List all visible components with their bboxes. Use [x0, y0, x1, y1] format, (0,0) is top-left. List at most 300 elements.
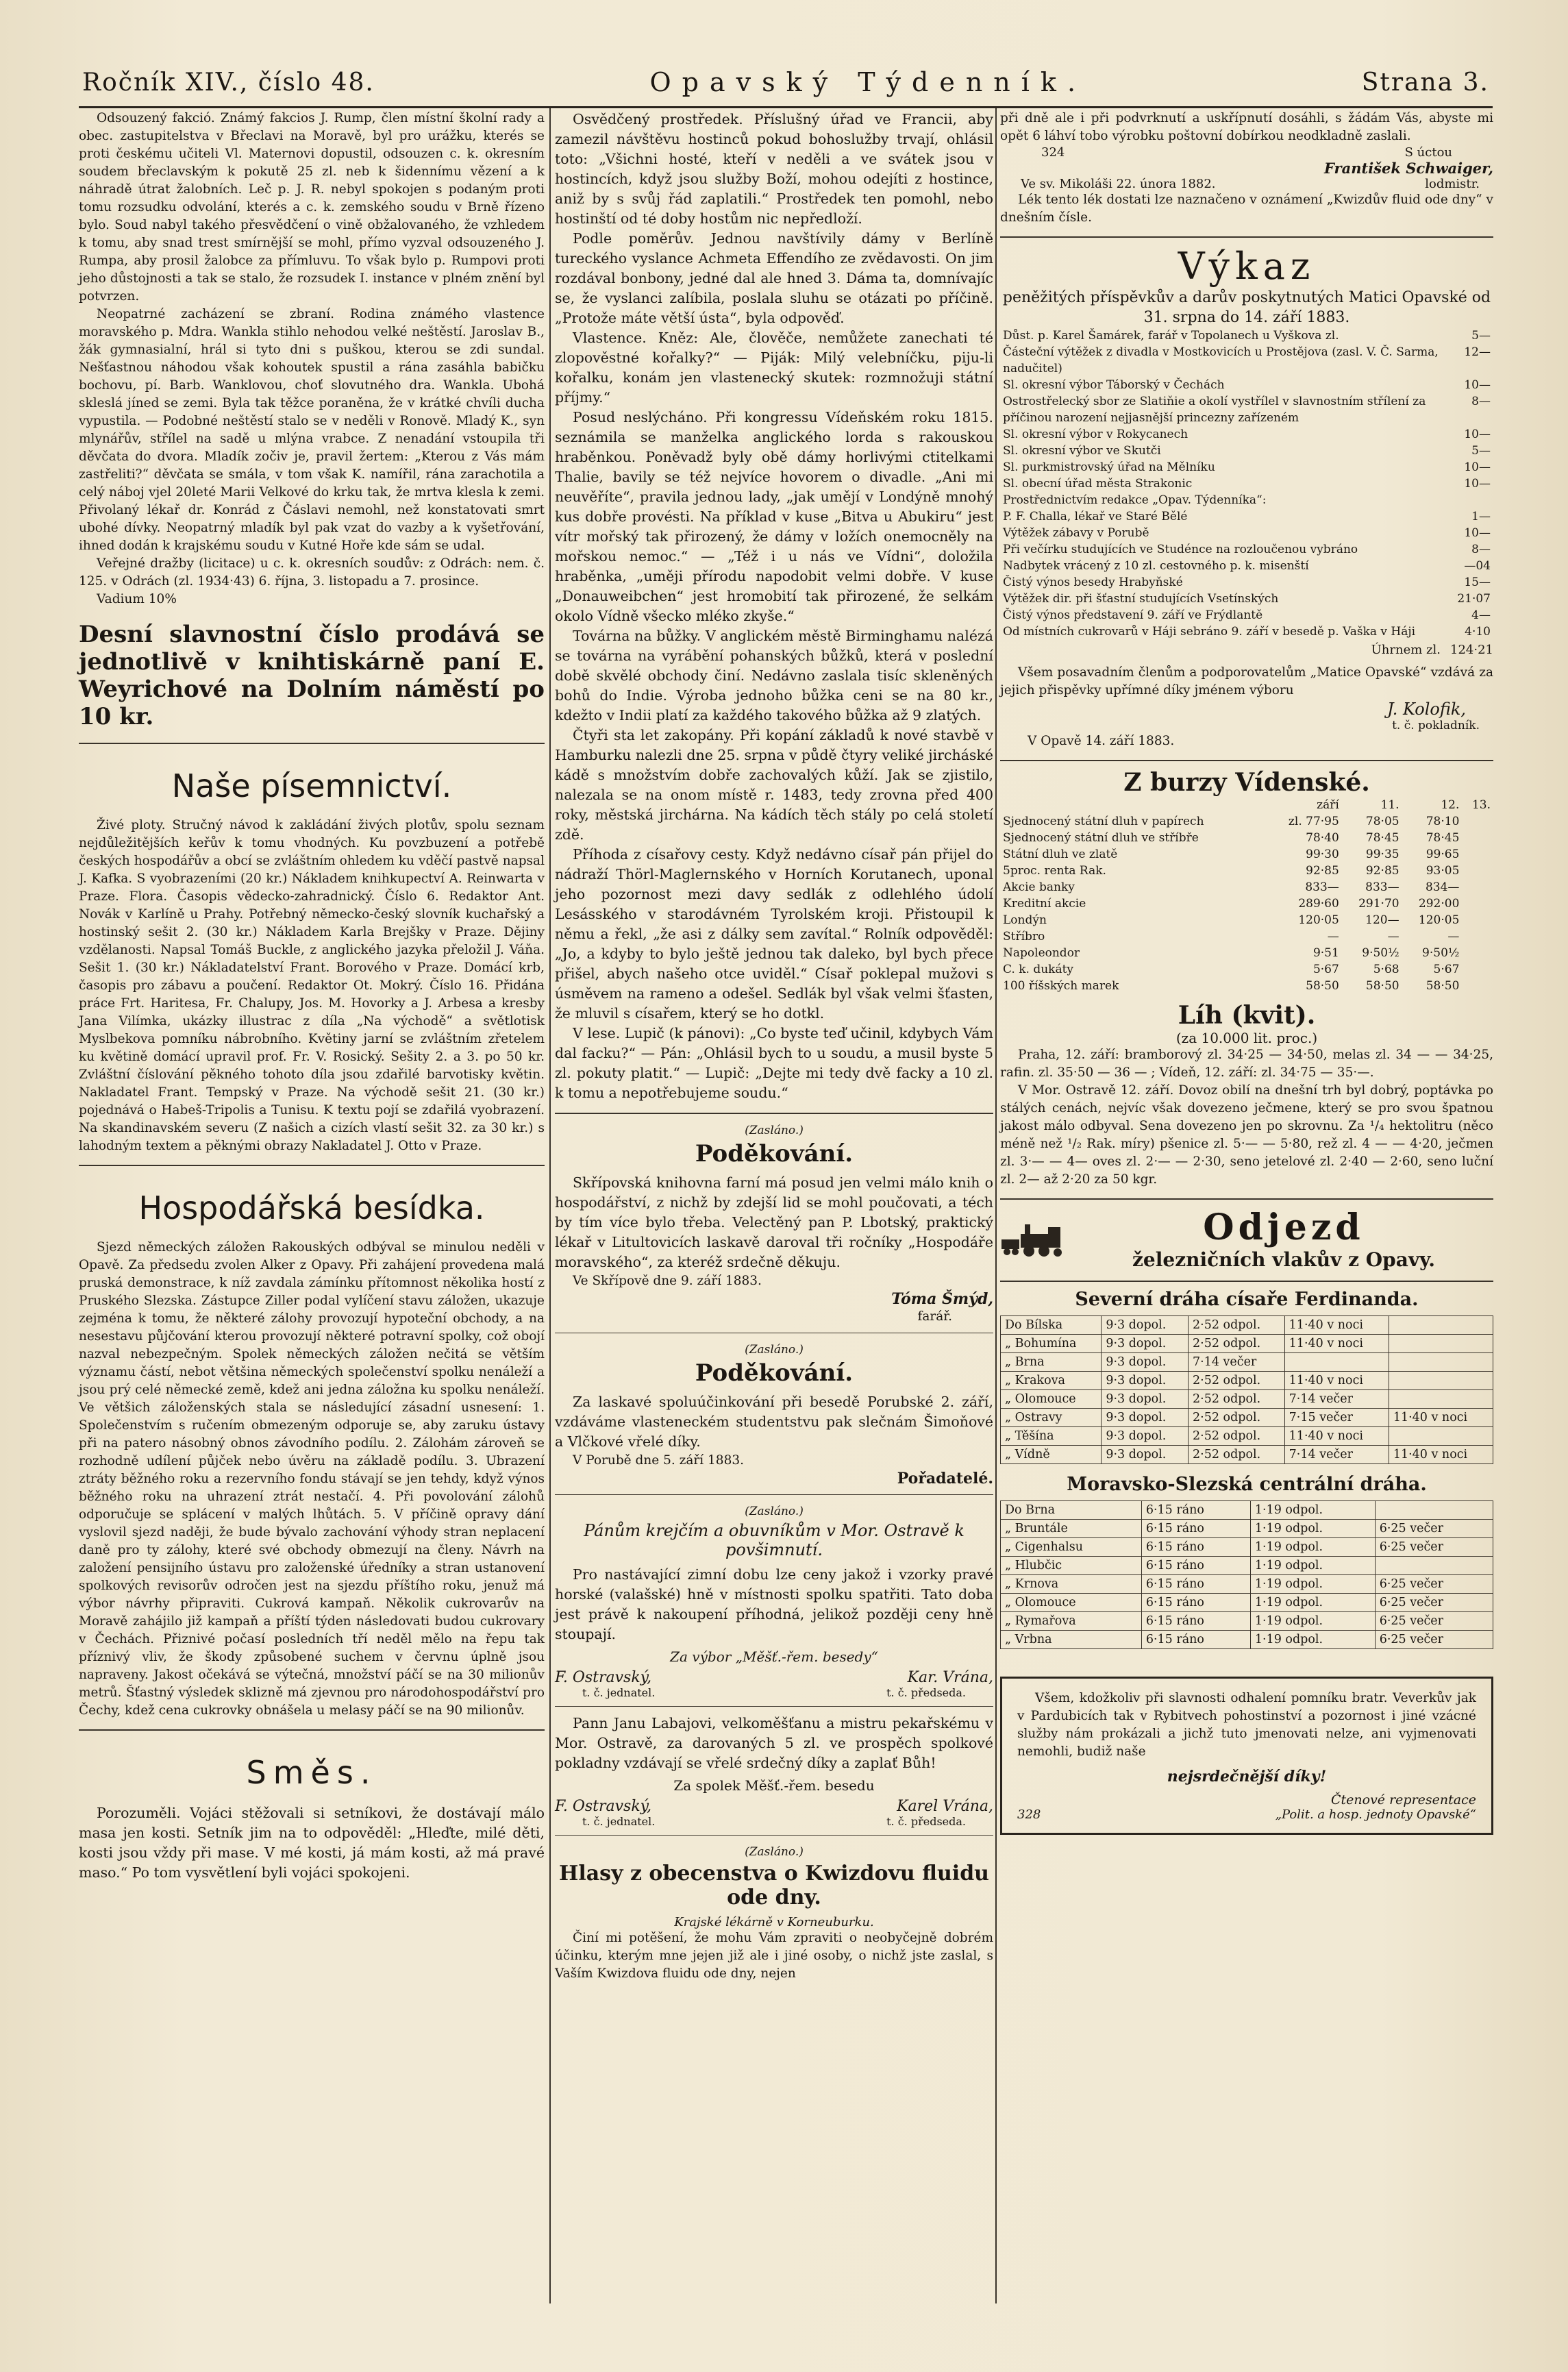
destination: „ Krakova [1001, 1372, 1102, 1390]
vykaz-item: Důst. p. Karel Šamárek, farář v Topolanech u Vyškova zl. [1003, 329, 1339, 343]
section-title-pisemnictvi: Naše písemnictví. [171, 767, 452, 804]
signatures [555, 1798, 993, 1815]
table-row [1000, 961, 1493, 978]
vykaz-item: Sl. okresní výbor ve Skutči [1003, 444, 1161, 458]
departure-time: 7·15 večer [1284, 1409, 1389, 1427]
destination: „ Hlubčic [1001, 1557, 1142, 1575]
destination: „ Bohumína [1001, 1335, 1102, 1353]
departure-time: 1·19 odpol. [1250, 1612, 1375, 1631]
notice-title: Pánům krejčím a obuvníkům v Mor. Ostravě k povšimnutí. [584, 1521, 965, 1559]
letter-greeting: S úctou [1404, 145, 1452, 160]
newspaper-title: Opavský Týdenník. [649, 67, 1087, 97]
destination: „ Těšína [1001, 1427, 1102, 1446]
departure-time: 1·19 odpol. [1250, 1501, 1375, 1520]
table-row [1000, 895, 1493, 912]
departure-time: 9·3 dopol. [1102, 1353, 1189, 1372]
signature-roles [555, 1686, 993, 1699]
burza-value: 5·68 [1373, 963, 1399, 976]
vykaz-item: Sl. obecní úřad města Strakonic [1003, 477, 1193, 491]
burza-value: 5·67 [1312, 963, 1339, 976]
thanks-signature-role: farář. [917, 1309, 952, 1324]
vykaz-value: 4— [1471, 608, 1491, 622]
letter-signature: František Schwaiger, [1324, 160, 1493, 177]
vykaz-value: 10— [1464, 428, 1491, 441]
burza-item: Státní dluh ve zlatě [1003, 848, 1118, 861]
departure-time: 9·3 dopol. [1102, 1372, 1189, 1390]
departure-time: 2·52 odpol. [1189, 1390, 1285, 1409]
burza-value: 78·45 [1426, 831, 1460, 845]
divider [1000, 1281, 1493, 1282]
vykaz-value: 15— [1464, 576, 1491, 589]
timetable-row [1001, 1335, 1493, 1353]
column-divider [995, 108, 997, 2303]
table-row [1000, 475, 1493, 492]
article-podle-pomeru: Podle poměrův. Jednou navštívily dámy v Berlíně tureckého vyslance Achmeta Effendího ze zvědavosti. On jim rozdával bonbony, jedné dal ale hned 3. Dáma ta, domnívajíc se, že vyslanci zalíbila, poslala sluhu se otázati po příčině. „Protože máte větší ústa“, byla odpověď. [555, 230, 993, 326]
timetable-row [1001, 1316, 1493, 1335]
burza-value: 78·45 [1365, 831, 1399, 845]
departure-time: 1·19 odpol. [1250, 1520, 1375, 1538]
departure-time: 6·25 večer [1375, 1520, 1493, 1538]
departure-time [1375, 1501, 1493, 1520]
thanks-text: Skřípovská knihovna farní má posud jen velmi málo knih o hospodářství, z nichž by zdejší lid se mohl poučovati, a téch by tím více bylo třeba. Velectěný pan P. Lbotský, praktický lékař v Litultovicích laskavě daroval tři ročníky „Hospodáře moravského“, za kteréž srdečně děkuju. [555, 1174, 993, 1270]
burza-value: 78·10 [1426, 815, 1460, 828]
vykaz-value: 8— [1471, 543, 1491, 556]
table-row [1000, 541, 1493, 558]
divider [79, 743, 545, 744]
timetable-row [1001, 1353, 1493, 1372]
divider [79, 1729, 545, 1731]
divider [1000, 236, 1493, 238]
thanks-place: V Porubě dne 5. září 1883. [573, 1453, 745, 1468]
notice-text: Pro nastávající zimní dobu lze ceny jakož i vzorky pravé horské (valašské) hně v místnosti spolku spatřiti. Tato doba jest právě k nakoupení příhodná, jelikož později ceny hně stoupají. [555, 1566, 993, 1642]
burza-value: 92·85 [1306, 864, 1339, 878]
departure-time: 1·19 odpol. [1250, 1557, 1375, 1575]
timetable-row [1001, 1631, 1493, 1649]
table-row [1000, 846, 1493, 863]
departure-time [1389, 1427, 1493, 1446]
vykaz-value: 10— [1464, 526, 1491, 540]
destination: „ Vídně [1001, 1446, 1102, 1464]
burza-value: — [1387, 930, 1399, 943]
article-porozumeli: Porozuměli. Vojáci stěžovali si setníkovi, že dostávají málo masa jen kosti. Setník jim na to odpověděl: „Hleďte, milé děti, kosti jsou vždy při mase. V mé kosti, já mám kosti, až má pravé maso.“ Po tom vysvětlení byli vojáci spokojeni. [79, 1805, 545, 1881]
burza-item: Sjednocený státní dluh ve stříbře [1003, 831, 1199, 845]
burza-value: 93·05 [1426, 864, 1460, 878]
burza-value: 9·50½ [1362, 946, 1399, 960]
table-row [1000, 393, 1493, 426]
letter-note: Lék tento lék dostati lze naznačeno v oznámení „Kwizdův fluid ode dny“ v dnešním čísle. [1000, 193, 1493, 225]
burza-header-cell: 12. [1441, 798, 1460, 812]
vykaz-item: Výtěžek dir. při šťastní studujících Vsetínských [1003, 592, 1279, 606]
departure-time: 1·19 odpol. [1250, 1631, 1375, 1649]
signature-2: Kar. Vrána, [907, 1669, 993, 1686]
burza-value: 99·35 [1365, 848, 1399, 861]
departure-time: 6·15 ráno [1141, 1594, 1250, 1612]
signature-1: F. Ostravský, [555, 1669, 652, 1686]
article-v-lese: V lese. Lupič (k pánovi): „Co byste teď učinil, kdybych Vám dal facku?“ — Pán: „Ohlásil bych to u soudu, a musil byste 5 zl. pokuty platit.“ — Lupič: „Dejte mi tedy dvě facky a 10 zl. k tomu a nepotřebujeme soudu.“ [555, 1025, 993, 1101]
departure-time: 2·52 odpol. [1189, 1372, 1285, 1390]
labaj-from: Za spolek Měšť.-řem. besedu [673, 1777, 875, 1794]
burza-item: Akcie banky [1003, 880, 1075, 894]
departure-time: 7·14 večer [1284, 1446, 1389, 1464]
divider [555, 1113, 993, 1114]
burza-item: 5proc. renta Rak. [1003, 864, 1106, 878]
box-text: Všem, kdožkoliv při slavnosti odhalení pomníku bratr. Veverkův jak v Pardubicích tak v Rybitvech pohostinství a pozornost i jiné vzácné služby nám prokázali a jichž tuto jmenovati nelze, ani vyjmenovati nemohli, budiž naše [1017, 1691, 1476, 1759]
vykaz-value: —04 [1464, 559, 1491, 573]
departure-time: 9·3 dopol. [1102, 1409, 1189, 1427]
burza-header-cell: 13. [1471, 798, 1491, 812]
departure-time: 1·19 odpol. [1250, 1538, 1375, 1557]
signature-1-role: t. č. jednatel. [582, 1815, 656, 1828]
burza-value: 58·50 [1306, 979, 1339, 993]
departure-time [1389, 1390, 1493, 1409]
page-header [82, 62, 1489, 103]
vykaz-item: Sl. purkmistrovský úřad na Mělníku [1003, 460, 1215, 474]
table-row [1000, 574, 1493, 591]
severni-timetable [1000, 1315, 1493, 1464]
ostrava-market: V Mor. Ostravě 12. září. Dovoz obilí na dnešní trh byl dobrý, poptávka po stálých cenách, nejvíc však dovezeno ječmene, který se pro svou špatnou jakost málo odbyval. Sena dovezeno jen po skrovnu. Za ¹/₄ hektolitru (něco méně než ¹/₂ Rak. míry) pšenice zl. 5·— — 5·80, rež zl. 4 — — 4·20, ječmen zl. 3·— — 4— oves zl. 2·— — 2·30, seno jetelové zl. 2·40 — 2·60, seno luční zl. 2— až 2·20 za 50 kgr. [1000, 1083, 1493, 1187]
departure-time: 11·40 v noci [1284, 1316, 1389, 1335]
vykaz-total: 124·21 [1450, 643, 1493, 657]
destination: „ Ostravy [1001, 1409, 1102, 1427]
table-row [1000, 558, 1493, 574]
table-row [1000, 591, 1493, 607]
table-row [1000, 912, 1493, 928]
vykaz-item: Sl. okresní výbor Táborský v Čechách [1003, 378, 1225, 392]
burza-value: 833— [1305, 880, 1339, 894]
burza-value: 78·05 [1365, 815, 1399, 828]
timetable-row [1001, 1575, 1493, 1594]
destination: Do Brna [1001, 1501, 1142, 1520]
table-row [1000, 525, 1493, 541]
departure-time: 7·14 večer [1284, 1390, 1389, 1409]
vykaz-value: 4·10 [1465, 625, 1491, 639]
article-neopatrne: Neopatrné zacházení se zbraní. Rodina známého vlastence moravského p. Mdra. Wankla stihlo nehodou velké neštěstí. Jaroslav B., žák gymnasialní, hrál si tyto dni s puškou, kterou se zdi sundal. Nešťastnou náhodou však kohoutek spustil a rána zasáhla babičku bochovu, pí. Barb. Wanklovou, choť slovutného dra. Wankla. Ubohá skleslá jíned se zemi. Byla tak těžce poraněna, že v krátké chvíli ducha vypustila. — Podobné neštěstí stalo se v neděli v Ronově. Mladý K., syn mlynářův, střílel na sadě u mlýna vrabce. Z nenadání vstoupila tři děvčata do dvora. Mladík zočiv je, pravil žertem: „Kterou z Vás mám zastřeliti?“ děvčata se smála, v tom však K. namířil, rána zarachotila a celý náboj vjel 20leté Marii Velkové do krku tak, že mrtva klesla k zemi. Přivolaný lékař dr. Konrád z Čáslavi nemohl, než konstatovati smrt ubohé dívky. Neopatrný mladík byl pak vzat do vazby a k vyšetřování, ihned dodán k krajskému soudu v Kutné Hoře kde sám se udal. [79, 307, 545, 553]
box-signature-2: „Polit. a hosp. jednoty Opavské“ [1275, 1807, 1476, 1822]
burza-value: 120·05 [1418, 913, 1460, 927]
vykaz-item: Prostřednictvím redakce „Opav. Týdenníka“: [1003, 493, 1267, 507]
burza-value: 291·70 [1358, 897, 1399, 911]
lih-subtitle: (za 10.000 lit. proc.) [1175, 1030, 1318, 1046]
departure-time: 6·15 ráno [1141, 1631, 1250, 1649]
table-row [1000, 426, 1493, 443]
burza-item: Stříbro [1003, 930, 1045, 943]
signatures [555, 1669, 993, 1686]
burza-value: 292·00 [1418, 897, 1460, 911]
timetable-row [1001, 1538, 1493, 1557]
destination: Do Bílska [1001, 1316, 1102, 1335]
header-rule [79, 106, 1493, 108]
timetable-row [1001, 1446, 1493, 1464]
vykaz-value: 8— [1471, 395, 1491, 408]
table-row [1000, 945, 1493, 961]
vykaz-item: Ostrostřelecký sbor ze Slatiňie a okolí vystřílel v slavnostním střílení za příčinou narození nejjasnější princezny zařízeném [1003, 395, 1426, 425]
burza-value: 58·50 [1426, 979, 1460, 993]
vykaz-item: Sl. okresní výbor v Rokycanech [1003, 428, 1189, 441]
thanks-box [1000, 1677, 1493, 1835]
vykaz-item: P. F. Challa, lékař ve Staré Bělé [1003, 510, 1188, 523]
odjezd-subtitle: železničních vlakův z Opavy. [1132, 1248, 1435, 1271]
table-row [1000, 344, 1493, 377]
box-signature: Čtenové representace [1330, 1792, 1476, 1807]
table-row [1000, 328, 1493, 344]
severni-title: Severní dráha císaře Ferdinanda. [1075, 1289, 1419, 1310]
vykaz-value: 5— [1471, 329, 1491, 343]
departure-time: 6·25 večer [1375, 1594, 1493, 1612]
timetable-row [1001, 1409, 1493, 1427]
burza-value: 834— [1425, 880, 1460, 894]
departure-time [1389, 1372, 1493, 1390]
thanks-signature: Pořadatelé. [897, 1470, 993, 1487]
destination: „ Olomouce [1001, 1594, 1142, 1612]
vykaz-table [1000, 328, 1493, 640]
hlasy-subtitle: Krajské lékárně v Korneuburku. [674, 1915, 874, 1929]
article-tovarna: Továrna na bůžky. V anglickém městě Birminghamu nalézá se továrna na vyrábění pohanských bůžků, která v poslední době skvělé obchody činí. Nedávno zaslala tisíc skleněných bohů do Indie. Výroba jednoho bůžka ceni se na 80 kr., kdežto v Indii platí za každého takového bůžka až 9 zlatých. [555, 628, 993, 724]
burza-value: — [1327, 930, 1339, 943]
page-number: Strana 3. [1361, 68, 1489, 97]
vadium: Vadium 10% [97, 592, 177, 606]
vykaz-value: 21·07 [1457, 592, 1491, 606]
burza-value: 58·50 [1365, 979, 1399, 993]
divider [79, 1165, 545, 1166]
departure-time: 9·3 dopol. [1102, 1335, 1189, 1353]
zaslano-label: (Zasláno.) [745, 1124, 804, 1137]
table-row [1000, 443, 1493, 459]
timetable-row [1001, 1390, 1493, 1409]
thanks-labaj: Pann Janu Labajovi, velkoměšťanu a mistru pekařskému v Mor. Ostravě, za darovaných 5 zl. ve prospěch spolkové pokladny vzdávají se vřelé srdečný díky a zaplať Bůh! [555, 1715, 993, 1771]
box-thanks: nejsrdečnější díky! [1167, 1768, 1327, 1786]
letter-place-row [1000, 177, 1493, 191]
departure-time: 6·15 ráno [1141, 1557, 1250, 1575]
burza-value: 9·51 [1312, 946, 1339, 960]
vykaz-item: Od místních cukrovarů v Háji sebráno 9. září v besedě p. Vaška v Háji [1003, 625, 1416, 639]
divider [555, 1706, 993, 1707]
divider [555, 1835, 993, 1836]
signature-roles [555, 1815, 993, 1828]
table-header-row [1000, 797, 1493, 813]
lih-title: Líh (kvit). [1178, 1001, 1316, 1030]
burza-title: Z burzy Vídenské. [1123, 768, 1370, 797]
burza-table [1000, 797, 1493, 994]
departure-time [1389, 1316, 1493, 1335]
burza-value: 92·85 [1365, 864, 1399, 878]
divider [1000, 760, 1493, 761]
table-row [1000, 508, 1493, 525]
burza-item: Kreditní akcie [1003, 897, 1086, 911]
departure-time: 6·25 večer [1375, 1575, 1493, 1594]
letter-place: Ve sv. Mikoláši 22. února 1882. [1021, 177, 1216, 191]
vykaz-item: Při večírku studujících ve Studénce na rozloučenou vybráno [1003, 543, 1358, 556]
divider [555, 1494, 993, 1495]
destination: „ Bruntále [1001, 1520, 1142, 1538]
vykaz-value: 10— [1464, 477, 1491, 491]
thanks-title: Poděkování. [695, 1140, 854, 1168]
article-sjezd: Sjezd německých záložen Rakouských odbýval se minulou neděli v Opavě. Za předsedu zvolen Alker z Opavy. Při zahájení provedena malá pruská demonstrace, k níž zavdala zámínku přítomnost několika hostí z Pruského Slezska. Zástupce Ziller podal vylíčení stavu záložen, ukazuje zejména k tomu, že některé zálohy provozují hypoteční obchody, a na nesestavu půjčování kterou provozují některé potravní spolky, což obojí nazval nebezpečným. Spolek německých záložen nečitá se větším významu částí, nebot většina německých společenství spolku nenáleží a jsou prý celé německé země, kdež ani jedna záložna ku spolku nenáleží. Ve většich záloženských stala se následující zásadní usnesení: 1. Společenstvím s ručením obmezeným odporuje se, aby zaruku ústavy při na patero násobný obnos závodního podílu. 2. Zálohám zároveň se rozhodně udílení půjček nebo úvěru na základě podílu. 3. Ubrazení ztráty běžného roku a rezervního fondu stávají se jen tehdy, když výnos běžného roku na uhrazení ztrát nestačí. 4. Při povolování zálohů odporučuje se splácení v malých lhůtách. 5. V příčině opravy dání vyslovil sjezd naději, že bude bývalo zachování výhody stran neplacení daně pro ty zálohy, které své obchody obmezují na členy. Návrh na založení pensijního ústavu pro založenské úředníky a stran ustanovení spolkových revisorův odročen jest na sjezdu příštího roku, jenuž má výbor návrhy připraviti. Cukrová kampaň. Několik cukrovarův na Moravě zahájilo již kampaň a příští týden následovati budou cukrovary v Čechách. Přiznivé počasí posledních tří neděl mělo na řepu tak příznivý vliv, že škody způsobené suchem v červnu úplně jsou napraveny. Jakost očekává se výtečná, množství páčí se na 30 milionův metrů. Šťastný výsledek sklizně má zjevnou pro národohospodářství pro Čechy, kdež cena cukrovky obnášela u melasy páčí se na 90 milionův. [79, 1240, 545, 1718]
burza-value: 5·67 [1433, 963, 1460, 976]
vykaz-value: 5— [1471, 444, 1491, 458]
thanks-text: Za laskavé spoluúčinkování při besedě Porubské 2. září, vzdáváme vlasteneckém studentstvu pak slečnám Šimoňové a Vlčkové vřelé díky. [555, 1394, 993, 1450]
destination: „ Vrbna [1001, 1631, 1142, 1649]
timetable-row [1001, 1501, 1493, 1520]
table-row [1000, 928, 1493, 945]
column-1 [79, 110, 545, 1883]
signature-2-role: t. č. předseda. [886, 1815, 966, 1828]
departure-time: 2·52 odpol. [1189, 1427, 1285, 1446]
burza-value: 78·40 [1306, 831, 1339, 845]
timetable-row [1001, 1520, 1493, 1538]
timetable-row [1001, 1612, 1493, 1631]
vykaz-item: Výtěžek zábavy v Porubě [1003, 526, 1149, 540]
literature-list: Živé ploty. Stručný návod k zakládání živých plotův, spolu seznam nejdůležitějších keřův k tomu vhodných. Ku povzbuzení a potřebě českých hospodářův a obcí se zvláštním ohledem ku vděčí pastvě napsal J. Kafka. S vyobrazeními (20 kr.) Nákladem knihkupectví A. Reinwarta v Praze. Flora. Časopis vědecko-zahradnický. Číslo 6. Redaktor Ant. Novák v Karlíně u Prahy. Potřebný německo-český slovník kuchařský a hostinský sešit 2. (30 kr.) Nákladem Karla Brejšky v Praze. Dějiny vzdělanosti. Napsal Tomáš Buckle, z anglického jazyka přeložil J. Váňa. Sešit 1. (30 kr.) Nákladatelství Frant. Borového v Praze. Domácí krb, časopis pro zábavu a poučení. Redaktor Ot. Mokrý. Číslo 16. Přidána práce Frt. Haritesa, Fr. Chalupy, Jos. M. Hovorky a J. Arbesa a kresby Jana Vilímka, ukázky illustrac z díla „Na východě“ a světlotisk Myslbekova pomníku nábrobního. Květiny jarní se zvláštním zřetelem ku květině domácí upravil prof. Fr. V. Rosický. Sešity 2. a 3. po 50 kr. Zvláštní číslování pěkného tohoto díla jsou zdařilé barvotisky květin. Nakladatel Frant. Tempský v Praze. Na východě sešit 21. (30 kr.) pojednává o Habeš-Tripolis a Tunisu. K textu pojí se zdařilá vyobrazení. Na skandinavském severu (Z našich a cizích vlastí sešit 32. za 30 kr.) s lahodným textem a pěknými obrazy Nakladatel J. Otto v Praze. [79, 818, 545, 1153]
column-divider [549, 108, 551, 2303]
table-row [1000, 830, 1493, 846]
vykaz-item: Částeční výtěžek z divadla v Mostkovicích u Prostějova (zasl. V. Č. Sarma, nadučitel) [1003, 345, 1439, 375]
vykaz-value [1454, 492, 1493, 508]
vykaz-title: Výkaz [1178, 245, 1316, 288]
letter-continuation: při dně ale i při podvrknutí a uskřípnutí dosáhli, s žádám Vás, abyste mi opět 6 láhví tobo výrobku poštovní dobírkou neodkladně zaslali. [1000, 111, 1493, 143]
column-2 [555, 110, 993, 1983]
signature-1-role: t. č. jednatel. [582, 1686, 656, 1699]
timetable-row [1001, 1427, 1493, 1446]
departure-time: 2·52 odpol. [1189, 1446, 1285, 1464]
departure-time: 6·25 večer [1375, 1612, 1493, 1631]
departure-time: 6·15 ráno [1141, 1612, 1250, 1631]
burza-header-cell [1000, 797, 1269, 813]
table-row [1000, 863, 1493, 879]
column-3 [1000, 110, 1493, 1835]
departure-time: 1·19 odpol. [1250, 1594, 1375, 1612]
burza-item: 100 říšských marek [1003, 979, 1119, 993]
departure-time: 6·25 večer [1375, 1538, 1493, 1557]
burza-value: 833— [1365, 880, 1399, 894]
departure-time: 2·52 odpol. [1189, 1335, 1285, 1353]
departure-time [1389, 1335, 1493, 1353]
article-ctyri-sta: Čtyři sta let zakopány. Při kopání základů k nové stavbě v Hamburku nalezli dne 25. srpna v půdě čtyry veliké jircháské kádě s množstvím dobře zachovalých kůží. Jak se zjistilo, nalezala se na onom místě r. 1483, tedy zrovna před 400 roky, městská jirchárna. Na kádích těch stály po celá století zdě. [555, 727, 993, 843]
burza-value: 289·60 [1298, 897, 1339, 911]
destination: „ Krnova [1001, 1575, 1142, 1594]
vykaz-value: 12— [1464, 345, 1491, 359]
thanks-title: Poděkování. [695, 1359, 854, 1387]
vykaz-total-label: Úhrnem zl. [1371, 643, 1441, 657]
vykaz-place: V Opavě 14. září 1883. [1028, 734, 1175, 748]
burza-value: 120— [1365, 913, 1399, 927]
burza-item: Londýn [1003, 913, 1047, 927]
moravsko-title: Moravsko-Slezská centrální dráha. [1067, 1474, 1427, 1495]
signature-2: Karel Vrána, [897, 1798, 993, 1815]
sale-notice: Desní slavnostní číslo prodává se jednotlivě v knihtiskárně paní E. Weyrichové na Dolním náměstí po 10 kr. [79, 621, 545, 730]
departure-time: 11·40 v noci [1284, 1427, 1389, 1446]
departure-time: 7·14 večer [1189, 1353, 1285, 1372]
vykaz-item: Nadbytek vrácený z 10 zl. cestovného p. k. misenští [1003, 559, 1309, 573]
table-row [1000, 879, 1493, 895]
burza-header-cell: září [1317, 798, 1339, 812]
article-prihoda: Příhoda z císařovy cesty. Když nedávno císař pán přijel do nádraží Thörl-Maglernského v Horních Korutanech, uponal jeho pozornost mezi davy sedlák z odlehlého údolí Lesásského v starodávném Tyrolském kroji. Přistoupil k němu a řekl, „že asi z dálky sem zavítal.“ Rolník odpověděl: „Jo, a kdyby to bylo ještě jednou tak daleko, byl bych přece přišel, abych našeho otce uviděl.“ Císař poklepal mužovi s úsměvem na rameno a odešel. Sedlák byl však velmi šťasten, že mluvil s císařem, který se ho dotkl. [555, 846, 993, 1022]
table-row [1000, 813, 1493, 830]
vykaz-thanks: Všem posavadním členům a podporovatelům „Matice Opavské“ vzdává za jejich přispěvky upřímné díky jménem výboru [1000, 665, 1493, 697]
burza-value: 120·05 [1298, 913, 1339, 927]
departure-time [1389, 1353, 1493, 1372]
letter-role: lodmistr. [1425, 177, 1480, 191]
departure-time: 6·25 večer [1375, 1631, 1493, 1649]
article-drazby: Veřejné dražby (licitace) u c. k. okresních soudův: z Odrách: nem. č. 125. v Odrách (zl. 1934·43) 6. října, 3. listopadu a 7. prosince. [79, 556, 545, 589]
departure-time: 9·3 dopol. [1102, 1427, 1189, 1446]
departure-time: 6·15 ráno [1141, 1501, 1250, 1520]
zaslano-label: (Zasláno.) [745, 1505, 804, 1518]
burza-value: 9·50½ [1422, 946, 1460, 960]
departure-time: 6·15 ráno [1141, 1538, 1250, 1557]
burza-value: 99·65 [1426, 848, 1460, 861]
departure-time: 6·15 ráno [1141, 1575, 1250, 1594]
timetable-row [1001, 1372, 1493, 1390]
vykaz-value: 10— [1464, 378, 1491, 392]
article-osvedceny: Osvědčený prostředek. Příslušný úřad ve Francii, aby zamezil návštěvu hostinců pokud bohoslužby trvají, ohlásil toto: „Všichni hosté, kteří v neděli a ve svátek jsou v hostincích, když jsou služby Boží, mohou odejíti z hostince, aniž by s svůj řád zaplatili.“ Prostředek ten pomohl, nebo hostinští od té doby hostům nic nepředloží. [555, 111, 993, 227]
divider [1000, 1198, 1493, 1200]
vykaz-item: Čistý výnos besedy Hrabyňské [1003, 576, 1183, 589]
destination: „ Cigenhalsu [1001, 1538, 1142, 1557]
signature-1: F. Ostravský, [555, 1798, 652, 1815]
departure-time: 9·3 dopol. [1102, 1316, 1189, 1335]
zaslano-label: (Zasláno.) [745, 1845, 804, 1859]
table-row [1000, 377, 1493, 393]
moravsko-timetable [1000, 1500, 1493, 1649]
burza-value: 99·30 [1306, 848, 1339, 861]
burza-item: Napoleondor [1003, 946, 1080, 960]
section-title-hospodarska: Hospodářská besídka. [138, 1189, 485, 1226]
timetable-row [1001, 1557, 1493, 1575]
departure-time: 2·52 odpol. [1189, 1316, 1285, 1335]
thanks-signature: Tóma Šmýd, [891, 1290, 993, 1308]
table-row [1000, 459, 1493, 475]
section-title-smes: Směs. [246, 1754, 377, 1791]
vykaz-signature-role: t. č. pokladník. [1392, 719, 1480, 732]
vykaz-total-row [1000, 643, 1493, 657]
departure-time: 9·3 dopol. [1102, 1390, 1189, 1409]
departure-time: 11·40 v noci [1284, 1372, 1389, 1390]
vykaz-value: 1— [1471, 510, 1491, 523]
destination: „ Brna [1001, 1353, 1102, 1372]
burza-value: zl. 77·95 [1288, 815, 1339, 828]
departure-time: 11·40 v noci [1389, 1409, 1493, 1427]
departure-time: 11·40 v noci [1284, 1335, 1389, 1353]
zaslano-label: (Zasláno.) [745, 1343, 804, 1357]
table-row [1000, 623, 1493, 640]
burza-header-cell: 11. [1380, 798, 1399, 812]
vykaz-item: Čistý výnos představení 9. září ve Frýdlantě [1003, 608, 1263, 622]
destination: „ Rymařova [1001, 1612, 1142, 1631]
article-odsouzeny: Odsouzený fakció. Známý fakcios J. Rump, člen místní školní rady a obec. zastupitelstva v Břeclavi na Moravě, byl pro urážku, kterés se proti českému učiteli Vl. Maternovi dopustil, odsouzen c. k. okresním soudem břeclavským k pokutě 25 zl. neb k šidennímu vězení a k náhradě útrat žalobních. Leč p. J. R. nebyl spokojen s podaným proti tomu rozsudku odvolání, kterés a c. k. zemského soudu v Brně řízeno bylo. Soud nabyl takého přesvědčení o vině obžalovaného, že vzhledem k tomu, aby snad trest smírnější se mohl, přímo vyzval odsouzeného J. Rumpa, aby prosil žalobce za přímluvu. To však bylo p. Rumpovi proti jeho důstojnosti a tak se stalo, že rozsudek I. instance v plném znění byl potvrzen. [79, 111, 545, 304]
departure-time: 2·52 odpol. [1189, 1409, 1285, 1427]
box-number: 328 [1017, 1807, 1041, 1822]
odjezd-title: Odjezd [1203, 1207, 1365, 1248]
vykaz-signature: J. Kolofik, [1386, 700, 1466, 719]
article-posud: Posud neslýcháno. Při kongressu Vídeňském roku 1815. seznámila se manželka anglického lorda s rakouskou hraběnkou. Poněvadž byly obě dámy horlivými ctitelkami Thalie, bavily se též nejvíce hovorem o divadle. „Ani mi neuvěříte“, pravila jednou lady, „jak umějí v Londýně mnohý kus dobře provésti. Na příklad v kuse „Bitva u Abukiru“ jest vítr mořský tak přirozený, že dámy v ložích onemocněly na mořskou nemoc.“ — „Též i u nás ve Vídni“, doložila hraběnka, „uměji přírodu napodobit velmi dobře. V kuse „Donauweibchen“ jest hromobití tak přirozené, že selkám okolo Vídně všecko mléko zkyše.“ [555, 409, 993, 624]
burza-item: C. k. dukáty [1003, 963, 1074, 976]
thanks-place: Ve Skřípově dne 9. září 1883. [573, 1274, 762, 1288]
issue-label: Ročník XIV., číslo 48. [82, 68, 375, 97]
box-footer [1017, 1807, 1476, 1822]
timetable-row [1001, 1594, 1493, 1612]
departure-time: 11·40 v noci [1389, 1446, 1493, 1464]
departure-time [1375, 1557, 1493, 1575]
departure-time [1284, 1353, 1389, 1372]
letter-number: 324 [1041, 145, 1065, 160]
burza-item: Sjednocený státní dluh v papírech [1003, 815, 1204, 828]
article-vlastence: Vlastence. Kněz: Ale, člověče, nemůžete zanechati té zlopověstné kořalky?“ — Piják: Milý velebníčku, piju-li kořalku, konám jen vlastenecký skutek: rozmnožuji státní příjmy.“ [555, 330, 993, 406]
vykaz-value: 10— [1464, 460, 1491, 474]
destination: „ Olomouce [1001, 1390, 1102, 1409]
departure-time: 9·3 dopol. [1102, 1446, 1189, 1464]
table-row [1000, 607, 1493, 623]
odjezd-header [1000, 1207, 1493, 1271]
